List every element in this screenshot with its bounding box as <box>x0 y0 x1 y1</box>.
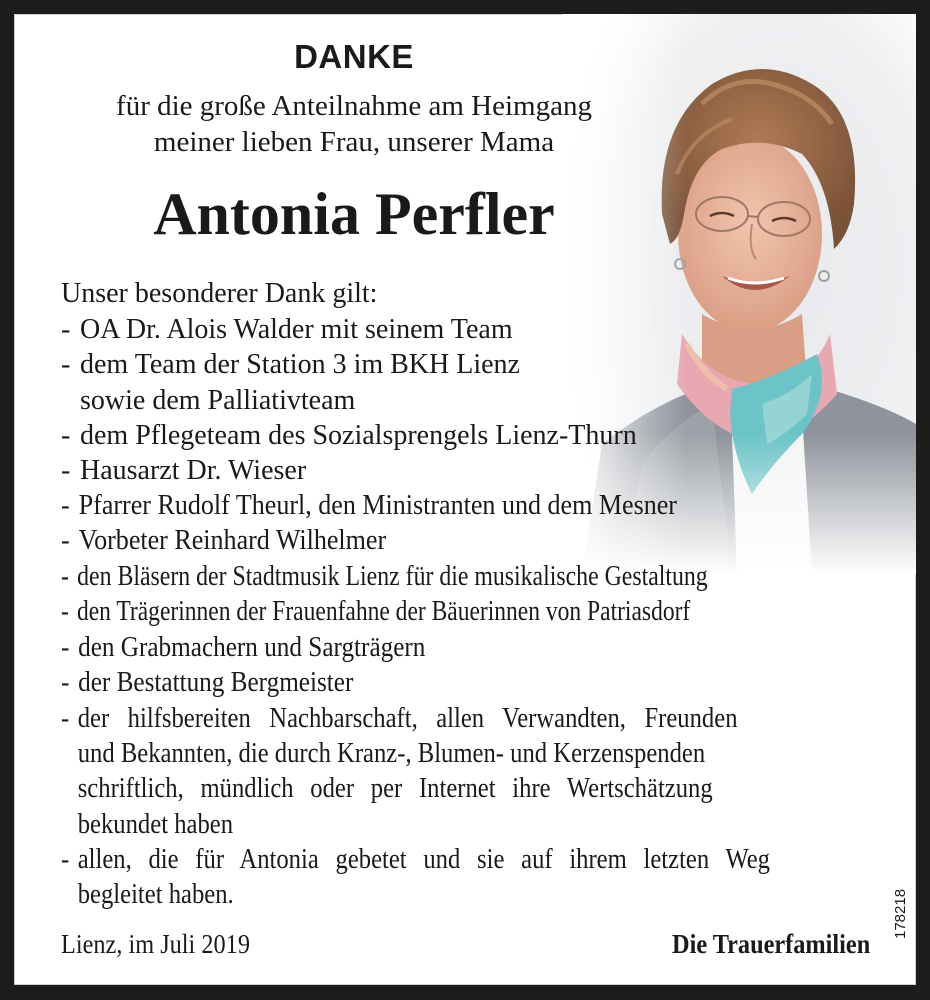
bullet-dash: - <box>61 703 70 734</box>
thanks-item-continuation: und Bekannten, die durch Kranz-, Blumen- und Kerzenspenden <box>77 738 706 769</box>
heading-danke: DANKE <box>294 38 414 75</box>
thanks-intro: Unser besonderer Dank gilt: <box>61 278 378 309</box>
thanks-item-text: dem Team der Station 3 im BKH Lienz <box>80 349 520 380</box>
bullet-dash: - <box>61 667 70 698</box>
obituary-card <box>14 14 916 985</box>
signature: Die Trauerfamilien <box>671 929 870 959</box>
thanks-item <box>61 701 738 736</box>
bullet-dash: - <box>61 561 69 592</box>
thanks-item-text: OA Dr. Alois Walder mit seinem Team <box>80 314 513 345</box>
thanks-item-continuation: bekundet haben <box>77 809 234 840</box>
thanks-item <box>61 559 708 594</box>
thanks-item <box>61 488 677 523</box>
bullet-dash: - <box>61 632 70 663</box>
thanks-item-text: Vorbeter Reinhard Wilhelmer <box>78 525 387 556</box>
bullet-dash: - <box>61 490 70 521</box>
bullet-dash: - <box>61 420 71 451</box>
thanks-item <box>61 453 306 488</box>
thanks-item-continuation: begleitet haben. <box>77 879 234 910</box>
thanks-item-text: den Grabmachern und Sargträgern <box>78 632 426 663</box>
thanks-item <box>61 347 520 382</box>
thanks-item-text: Pfarrer Rudolf Theurl, den Ministranten und dem Mesner <box>78 490 677 521</box>
place-and-date: Lienz, im Juli 2019 <box>61 929 250 959</box>
intro-line-2: meiner lieben Frau, unserer Mama <box>153 126 555 158</box>
thanks-item <box>61 418 637 453</box>
thanks-item-text: den Trägerinnen der Frauenfahne der Bäuerinnen von Patriasdorf <box>76 596 691 627</box>
thanks-item-text: dem Pflegeteam des Sozialsprengels Lienz-Thurn <box>80 420 637 451</box>
thanks-item <box>61 665 353 700</box>
thanks-item <box>61 523 386 558</box>
ad-id: 178218 <box>892 888 909 939</box>
thanks-item <box>61 312 513 347</box>
bullet-dash: - <box>61 349 71 380</box>
thanks-item-text: der hilfsbereiten Nachbarschaft, allen Verwandten, Freunden <box>77 703 738 734</box>
bullet-dash: - <box>61 596 69 627</box>
thanks-item <box>61 630 425 665</box>
thanks-item-text: allen, die für Antonia gebetet und sie auf ihrem letzten Weg <box>77 844 770 875</box>
thanks-item-text: den Bläsern der Stadtmusik Lienz für die musikalische Gestaltung <box>77 561 708 592</box>
thanks-item-text: der Bestattung Bergmeister <box>78 667 354 698</box>
bullet-dash: - <box>61 314 71 345</box>
thanks-item-text: Hausarzt Dr. Wieser <box>80 455 307 486</box>
bullet-dash: - <box>61 455 71 486</box>
bullet-dash: - <box>61 525 70 556</box>
bullet-dash: - <box>61 844 70 875</box>
thanks-item-continuation: sowie dem Palliativteam <box>80 385 356 416</box>
thanks-item-continuation: schriftlich, mündlich oder per Internet ihre Wertschätzung <box>77 773 713 804</box>
thanks-item <box>61 594 690 629</box>
thanks-item <box>61 842 770 877</box>
intro-line-1: für die große Anteilnahme am Heimgang <box>116 90 592 122</box>
deceased-name: Antonia Perfler <box>153 181 555 247</box>
